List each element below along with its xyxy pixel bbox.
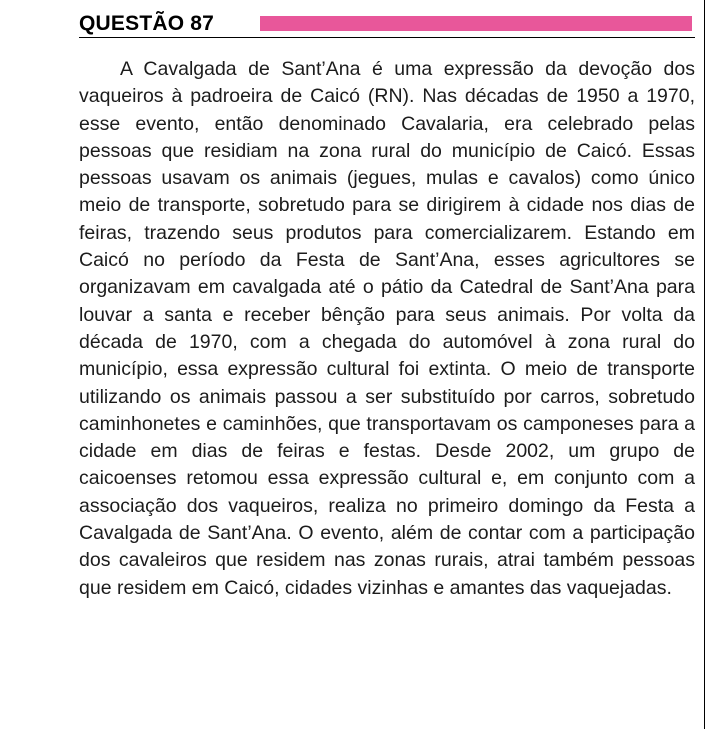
column-divider [704, 0, 705, 729]
question-passage: A Cavalgada de Sant’Ana é uma expressão da devoção dos vaqueiros à padroeira de Caicó (RN). Nas décadas de 1950 a 1970, esse evento, então denominado Cavalaria, era celebrado pelas pessoas que residiam na zona rural do município de Caicó. Essas pessoas usavam os animais (jegues, mulas e cavalos) como único meio de transporte, sobretudo para se dirigirem à cidade nos dias de feiras, trazendo seus produtos para comercializarem. Estando em Caicó no período da Festa de Sant’Ana, esses agricultores se organizavam em cavalgada até o pátio da Catedral de Sant’Ana para louvar a santa e receber bênção para seus animais. Por volta da década de 1970, com a chegada do automóvel à zona rural do município, essa expressão cultural foi extinta. O meio de transporte utilizando os animais passou a ser substituído por carros, sobretudo caminhonetes e caminhões, que transportavam os camponeses para a cidade em dias de feiras e festas. Desde 2002, um grupo de caicoenses retomou essa expressão cultural e, em conjunto com a associação dos vaqueiros, realiza no primeiro domingo da Festa a Cavalgada de Sant’Ana. O evento, além de contar com a participação dos cavaleiros que residem nas zonas rurais, atrai também pessoas que residem em Caicó, cidades vizinhas e amantes das vaquejadas. [79, 58, 695, 599]
title-underline [79, 37, 695, 38]
question-title: QUESTÃO 87 [79, 12, 215, 35]
question-header [79, 12, 695, 40]
accent-bar [260, 16, 692, 31]
